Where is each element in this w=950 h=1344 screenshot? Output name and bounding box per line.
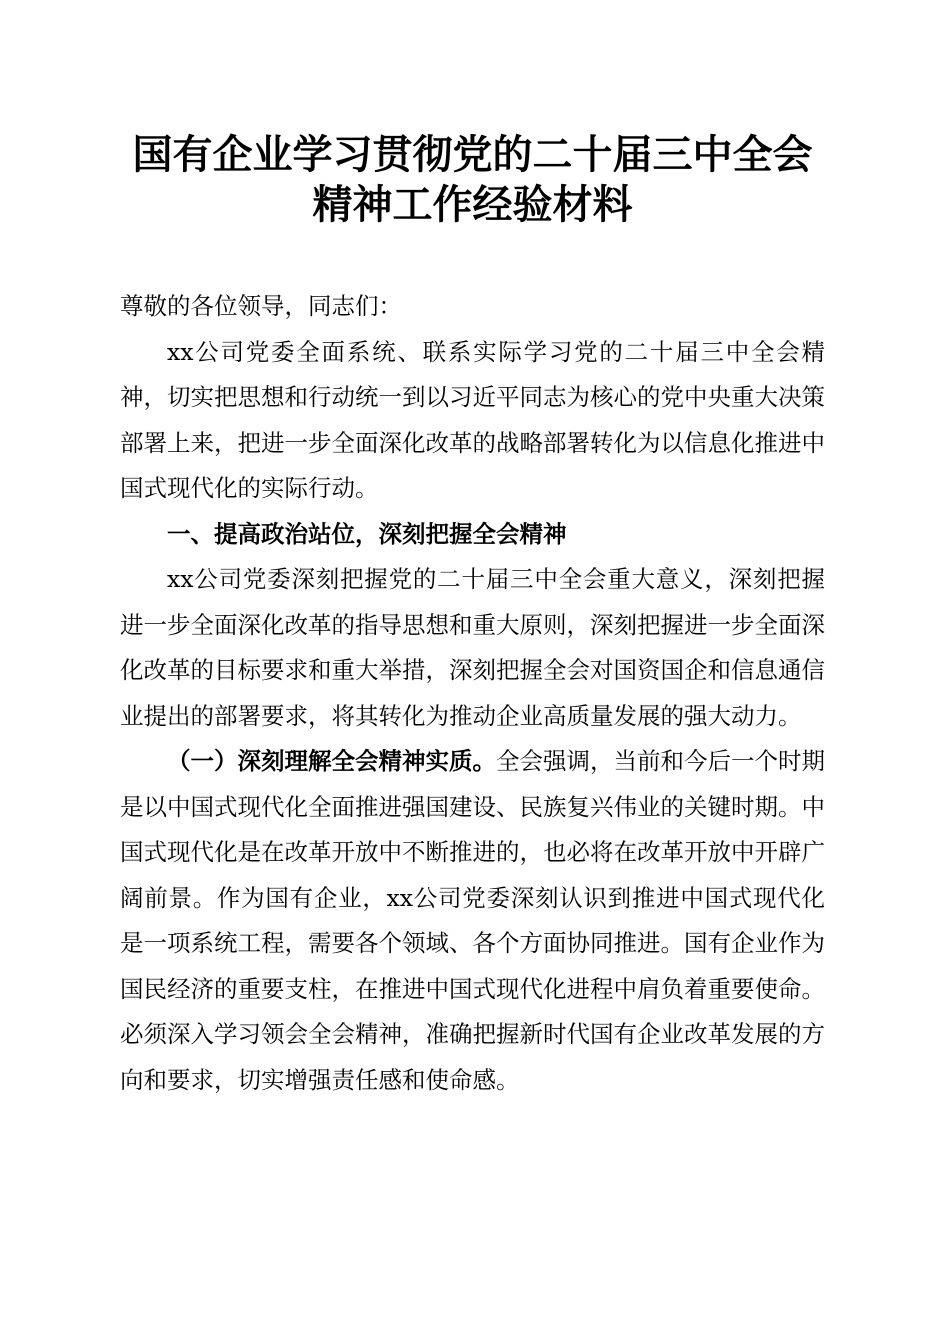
salutation: 尊敬的各位领导，同志们： <box>120 292 402 320</box>
sub-section-text: 全会强调，当前和今后一个时期是以中国式现代化全面推进强国建设、民族复兴伟业的关键时期。中国式现代化是在改革开放中不断推进的，也必将在改革开放中开辟广阔前景。作为国有企业，xx公司党委深刻认识到推进中国式现代化是一项系统工程，需要各个领域、各个方面协同推进。国有企业作为国民经济的重要支柱，在推进中国式现代化进程中肩负着重要使命。必须深入学习领会全会精神，准确把握新时代国有企业改革发展的方向和要求，切实增强责任感和使命感。 <box>120 747 825 1094</box>
intro-paragraph: xx公司党委全面系统、联系实际学习党的二十届三中全会精神，切实把思想和行动统一到以习近平同志为核心的党中央重大决策部署上来，把进一步全面深化改革的战略部署转化为以信息化推进中国式现代化的实际行动。 <box>120 337 825 502</box>
sub-section-paragraph <box>120 739 825 1103</box>
section-heading: 一、提高政治站位，深刻把握全会精神 <box>167 519 567 548</box>
document-page <box>120 130 825 1103</box>
document-title: 国有企业学习贯彻党的二十届三中全会精神工作经验材料 <box>132 131 813 228</box>
section-intro-paragraph: xx公司党委深刻把握党的二十届三中全会重大意义，深刻把握进一步全面深化改革的指导思想和重大原则，深刻把握进一步全面深化改革的目标要求和重大举措，深刻把握全会对国资国企和信息通信业提出的部署要求，将其转化为推动企业高质量发展的强大动力。 <box>120 565 825 730</box>
sub-section-heading: （一）深刻理解全会精神实质。 <box>167 747 496 775</box>
